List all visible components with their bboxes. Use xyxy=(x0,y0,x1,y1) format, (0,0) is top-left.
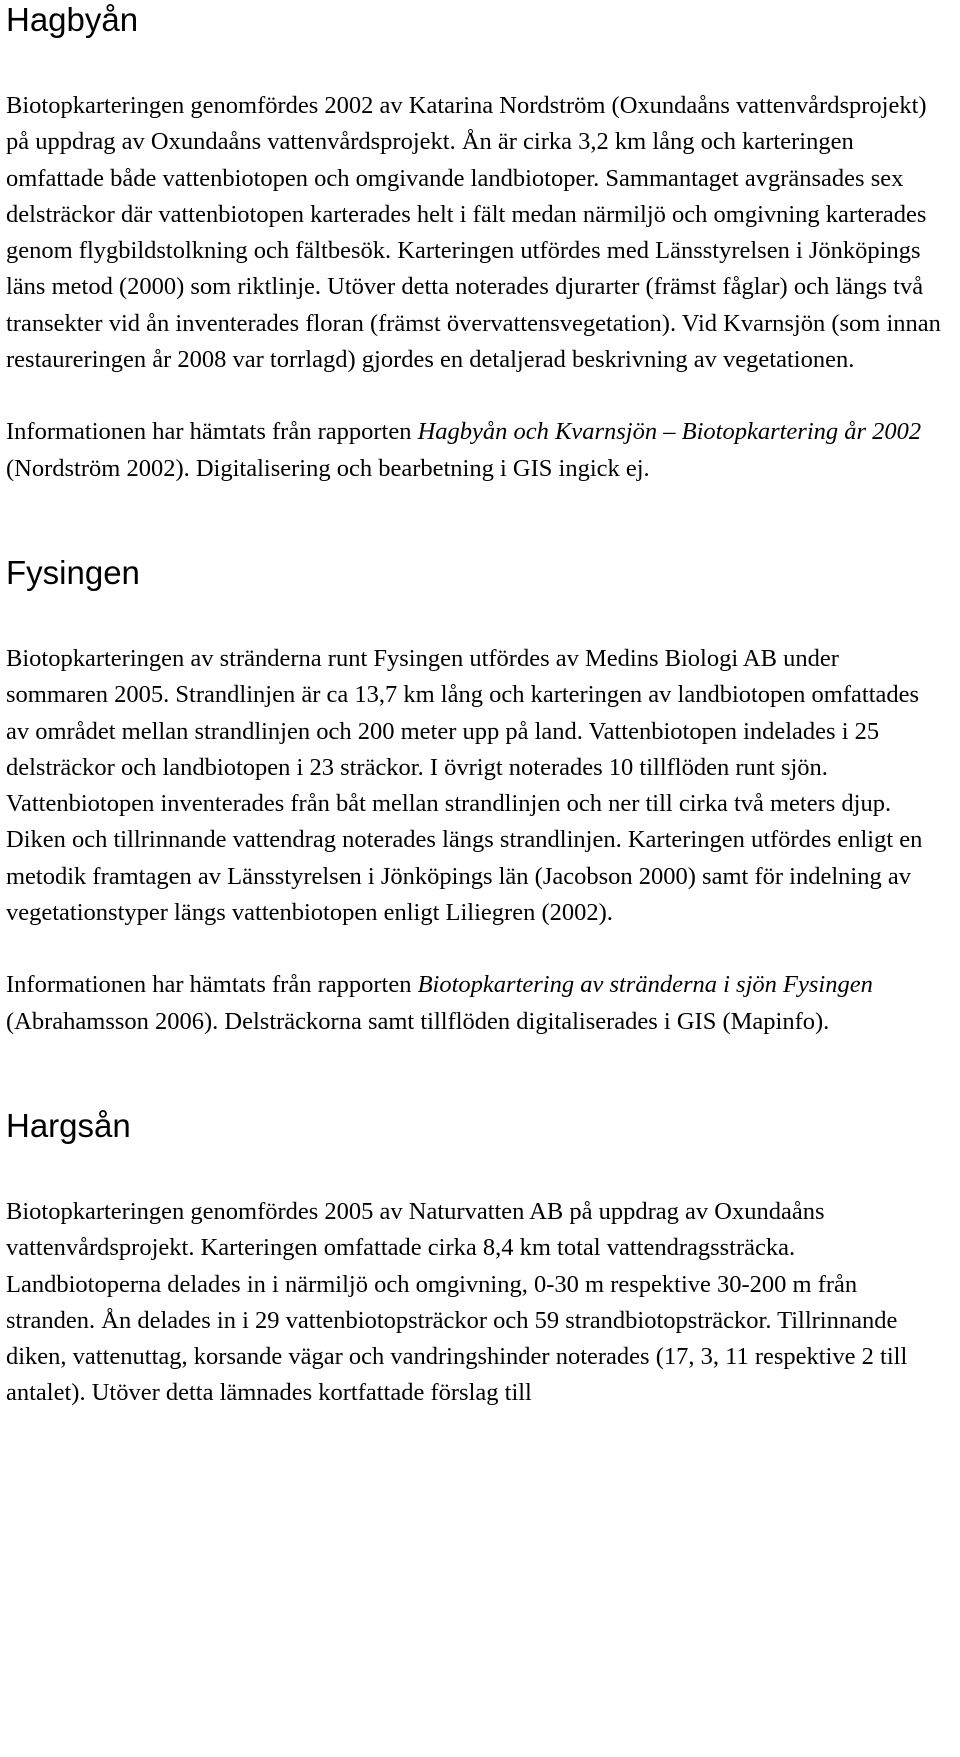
paragraph-text: Informationen har hämtats från rapporten xyxy=(6,418,418,446)
report-title: Biotopkartering av stränderna i sjön Fysingen xyxy=(417,971,873,999)
paragraph-text: Biotopkarteringen genomfördes 2005 av Naturvatten AB på uppdrag av Oxundaåns vattenvårdsprojekt. Karteringen omfattade cirka 8,4 km total vattendragssträcka. Landbiotoperna delades in i närmiljö och omgivning, 0-30 m respektive 30-200 m från stranden. Ån delades in i 29 vattenbiotopsträckor och 59 strandbiotopsträckor. Tillrinnande diken, vattenuttag, korsande vägar och vandringshinder noterades (17, 3, 11 respektive 2 till antalet). Utöver detta lämnades kortfattade förslag till xyxy=(6,1197,908,1407)
paragraph-hargsan-description xyxy=(6,1194,946,1412)
paragraph-text: (Nordström 2002). Digitalisering och bearbetning i GIS ingick ej. xyxy=(6,454,650,482)
paragraph-text: Biotopkarteringen genomfördes 2002 av Katarina Nordström (Oxundaåns vattenvårdsprojekt) på uppdrag av Oxundaåns vattenvårdsprojekt. Ån är cirka 3,2 km lång och karteringen omfattade både vattenbiotopen och omgivande landbiotoper. Sammantaget avgränsades sex delsträckor där vattenbiotopen karterades helt i fält medan närmiljö och omgivning karterades genom flygbildstolkning och fältbesök. Karteringen utfördes med Länsstyrelsen i Jönköpings läns metod (2000) som riktlinje. Utöver detta noterades djurarter (främst fåglar) och längs två transekter vid ån inventerades floran (främst övervattensvegetation). Vid Kvarnsjön (som innan restaureringen år 2008 var torrlagd) gjordes en detaljerad beskrivning av vegetationen. xyxy=(6,92,941,374)
section-heading-fysingen: Fysingen xyxy=(6,553,140,591)
paragraph-hagbyan-source xyxy=(6,414,946,487)
section-heading-hargsan: Hargsån xyxy=(6,1106,131,1144)
paragraph-hagbyan-description xyxy=(6,88,946,378)
report-title: Hagbyån och Kvarnsjön – Biotopkartering år 2002 xyxy=(417,418,922,446)
paragraph-text: (Abrahamsson 2006). Delsträckorna samt tillflöden digitaliserades i GIS (Mapinfo). xyxy=(6,1007,830,1035)
paragraph-text: Biotopkarteringen av stränderna runt Fysingen utfördes av Medins Biologi AB under sommaren 2005. Strandlinjen är ca 13,7 km lång och karteringen av landbiotopen omfattades av området mellan strandlinjen och 200 meter upp på land. Vattenbiotopen indelades i 25 delsträckor och landbiotopen i 23 sträckor. I övrigt noterades 10 tillflöden runt sjön. Vattenbiotopen inventerades från båt mellan strandlinjen och ner till cirka två meters djup. Diken och tillrinnande vattendrag noterades längs strandlinjen. Karteringen utfördes enligt en metodik framtagen av Länsstyrelsen i Jönköpings län (Jacobson 2000) samt för indelning av vegetationstyper längs vattenbiotopen enligt Liliegren (2002). xyxy=(6,644,923,927)
document-page xyxy=(6,0,946,1412)
paragraph-fysingen-description xyxy=(6,641,946,931)
section-heading-hagbyan: Hagbyån xyxy=(6,1,139,38)
paragraph-fysingen-source xyxy=(6,967,946,1040)
paragraph-text: Informationen har hämtats från rapporten xyxy=(6,971,418,999)
